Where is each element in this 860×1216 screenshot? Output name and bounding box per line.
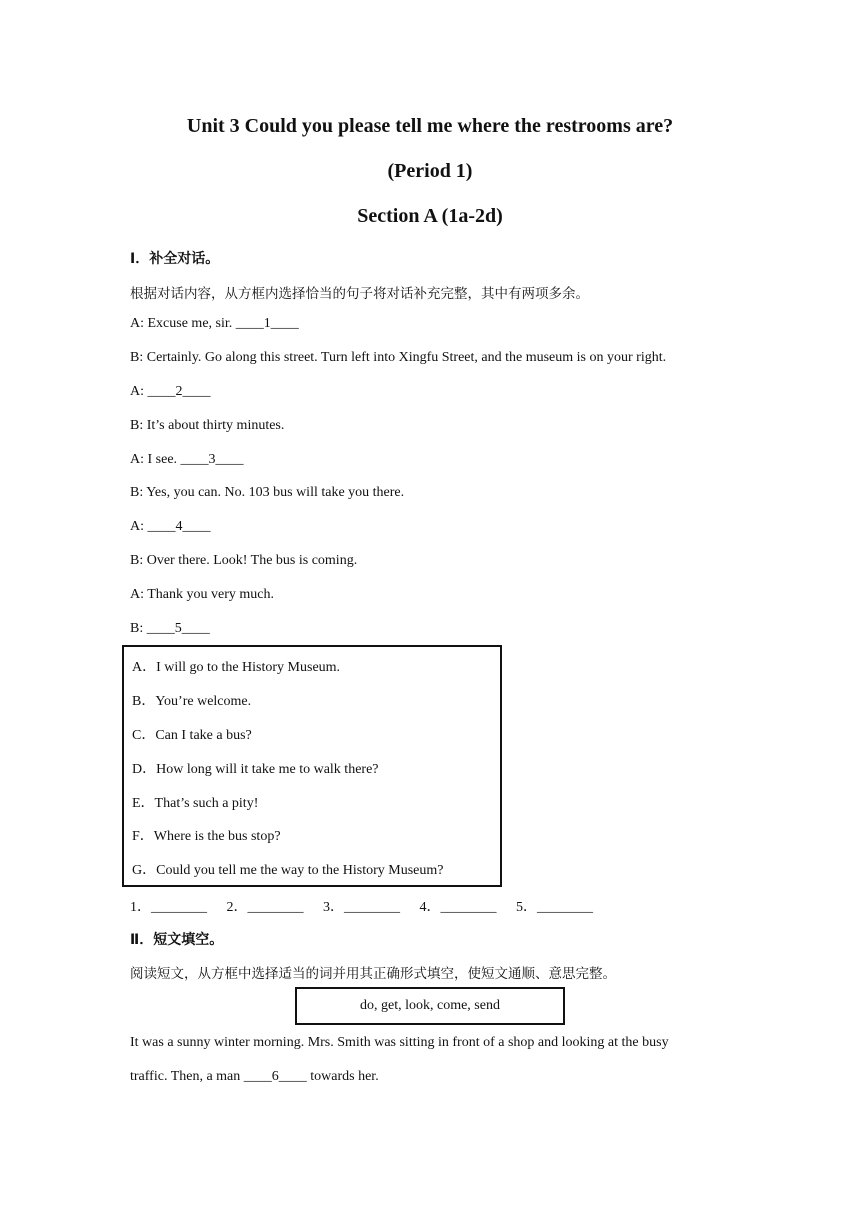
dialogue-line: B: Certainly. Go along this street. Turn left into Xingfu Street, and the museum is on your right. bbox=[130, 350, 667, 365]
dialogue-line: B: It’s about thirty minutes. bbox=[130, 418, 285, 433]
answer-blank[interactable]: 3．________ bbox=[323, 900, 400, 915]
dialogue-line: B: ____5____ bbox=[130, 621, 210, 636]
passage-line: traffic. Then, a man ____6____ towards her. bbox=[130, 1069, 379, 1084]
option-item: B．You’re welcome. bbox=[132, 694, 252, 709]
answer-blank[interactable]: 5．________ bbox=[516, 900, 593, 915]
option-item: G．Could you tell me the way to the History Museum? bbox=[132, 863, 444, 878]
answer-blank[interactable]: 1．________ bbox=[130, 900, 207, 915]
option-item: D．How long will it take me to walk there? bbox=[132, 762, 379, 777]
option-item: A．I will go to the History Museum. bbox=[132, 660, 341, 675]
part2-heading: Ⅱ．短文填空。 bbox=[130, 932, 224, 948]
dialogue-line: B: Yes, you can. No. 103 bus will take you there. bbox=[130, 485, 405, 500]
answer-blanks bbox=[130, 896, 609, 916]
answer-blank[interactable]: 4．________ bbox=[419, 900, 497, 915]
part1-heading: Ⅰ．补全对话。 bbox=[130, 251, 220, 267]
option-item: E．That’s such a pity! bbox=[132, 796, 259, 811]
options-box bbox=[122, 645, 502, 887]
answer-blank[interactable]: 2．________ bbox=[226, 900, 304, 915]
word-box: do, get, look, come, send bbox=[295, 987, 565, 1025]
document-section: Section A (1a-2d) bbox=[357, 205, 503, 227]
dialogue-line: A: ____4____ bbox=[130, 519, 211, 534]
part1-instruction: 根据对话内容，从方框内选择恰当的句子将对话补充完整，其中有两项多余。 bbox=[130, 286, 589, 302]
dialogue-line: A: I see. ____3____ bbox=[130, 452, 244, 467]
dialogue-line: B: Over there. Look! The bus is coming. bbox=[130, 553, 358, 568]
dialogue-line: A: Thank you very much. bbox=[130, 587, 274, 602]
passage-line: It was a sunny winter morning. Mrs. Smith was sitting in front of a shop and looking at the busy bbox=[130, 1035, 669, 1050]
dialogue-line: A: ____2____ bbox=[130, 384, 211, 399]
dialogue-line: A: Excuse me, sir. ____1____ bbox=[130, 316, 299, 331]
part2-instruction: 阅读短文，从方框中选择适当的词并用其正确形式填空，使短文通顺、意思完整。 bbox=[130, 966, 616, 982]
document-title: Unit 3 Could you please tell me where the restrooms are? bbox=[186, 115, 674, 137]
document-period: (Period 1) bbox=[387, 160, 473, 182]
option-item: F．Where is the bus stop? bbox=[132, 829, 281, 844]
option-item: C．Can I take a bus? bbox=[132, 728, 252, 743]
